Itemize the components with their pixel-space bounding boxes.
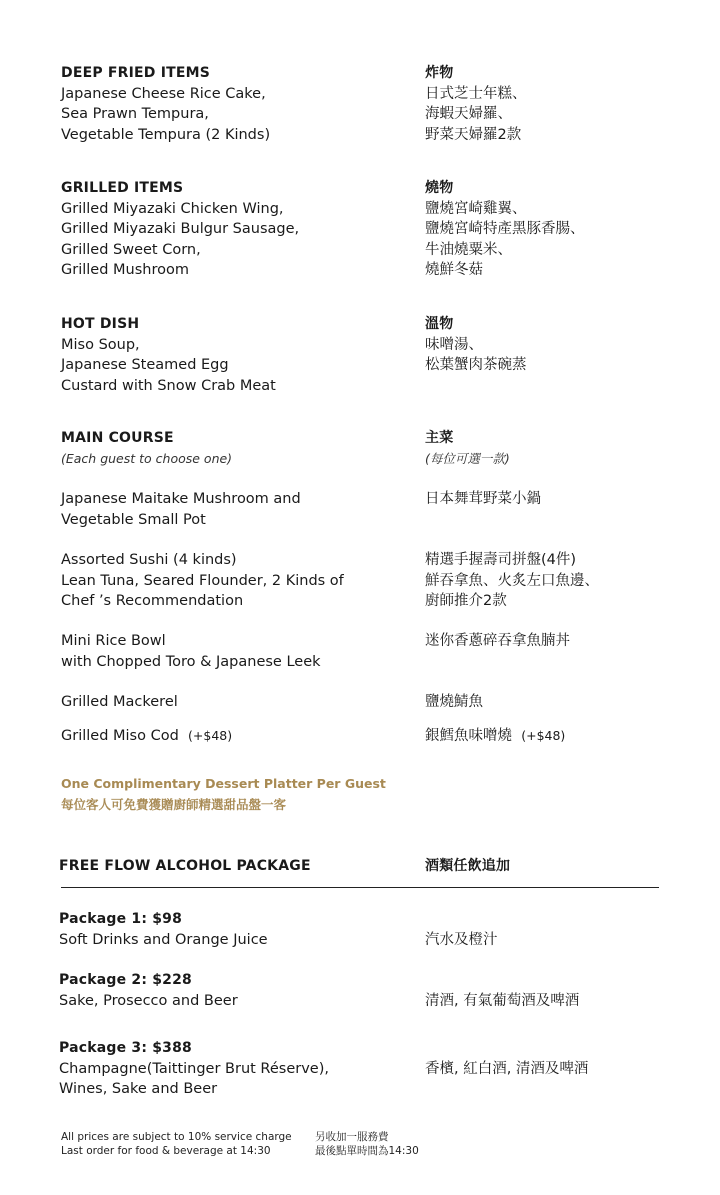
menu-item: Grilled Mushroom [61, 262, 189, 278]
deep-fried-zh [425, 63, 705, 145]
main-course-zh [425, 428, 705, 469]
menu-item-zh: 迷你香蔥碎吞拿魚腩丼 [425, 633, 570, 649]
menu-item-zh: 鮮吞拿魚、火炙左口魚邊、 [425, 572, 599, 589]
menu-item-zh: 銀鱈魚味噌燒 [425, 728, 512, 744]
footer-line-zh: 最後點單時間為14:30 [315, 1145, 419, 1157]
menu-item: Japanese Steamed Egg [61, 357, 229, 373]
main-option-3-zh [425, 631, 705, 652]
main-course-note-zh: (每位可選一款) [425, 450, 510, 466]
main-option-2-zh [425, 550, 705, 612]
footer-zh [315, 1130, 419, 1158]
main-option-4-en [61, 692, 391, 713]
main-option-5-zh [425, 726, 705, 747]
section-title: DEEP FRIED ITEMS [61, 65, 211, 81]
grilled-en [61, 178, 391, 281]
package-desc: Sake, Prosecco and Beer [59, 992, 238, 1009]
main-option-5-en [61, 726, 391, 747]
menu-item: Vegetable Tempura (2 Kinds) [61, 126, 271, 143]
package-name: Package 3: $388 [59, 1040, 192, 1056]
grilled-zh [425, 178, 705, 281]
menu-item-zh: 燒鮮冬菇 [425, 262, 483, 278]
section-title-zh: 燒物 [425, 180, 454, 196]
package-name: Package 2: $228 [59, 972, 192, 988]
package-2 [59, 970, 389, 1011]
section-title: HOT DISH [61, 316, 140, 332]
main-option-1-en [61, 489, 391, 530]
package-3 [59, 1038, 389, 1100]
menu-item-zh: 日本舞茸野菜小鍋 [425, 491, 541, 507]
surcharge-price: (+$48) [188, 728, 233, 743]
footer-en [61, 1130, 292, 1158]
menu-item-zh: 廚師推介2款 [425, 593, 507, 609]
main-option-4-zh [425, 692, 705, 713]
main-course-note: (Each guest to choose one) [61, 450, 233, 466]
section-title-zh: 炸物 [425, 65, 454, 81]
footer-line-zh: 另收加一服務費 [315, 1131, 389, 1143]
menu-item: Japanese Maitake Mushroom and [61, 491, 301, 507]
deep-fried-en [61, 63, 391, 145]
menu-item-zh: 野菜天婦羅2款 [425, 126, 522, 143]
menu-item-zh: 鹽燒鯖魚 [425, 694, 483, 710]
package-name: Package 1: $98 [59, 911, 183, 927]
section-title-zh: 溫物 [425, 316, 454, 332]
menu-item: Grilled Miyazaki Bulgur Sausage, [61, 221, 300, 237]
package-1-zh: 汽水及橙汁 [425, 932, 498, 948]
package-2-zh: 清酒, 有氣葡萄酒及啤酒 [425, 993, 580, 1009]
menu-item: Miso Soup, [61, 336, 140, 353]
alcohol-title: FREE FLOW ALCOHOL PACKAGE [59, 858, 311, 874]
menu-item-zh: 鹽燒宮崎雞翼、 [425, 200, 527, 217]
menu-item-zh: 松葉蟹肉茶碗蒸 [425, 357, 527, 373]
package-desc: Wines, Sake and Beer [59, 1081, 218, 1097]
main-option-1-zh [425, 489, 705, 510]
package-3-zh: 香檳, 紅白酒, 清酒及啤酒 [425, 1061, 589, 1077]
menu-item-zh: 精選手握壽司拼盤(4件) [425, 552, 577, 568]
menu-item: Grilled Sweet Corn, [61, 241, 201, 258]
menu-item-zh: 味噌湯、 [425, 336, 483, 353]
menu-item-zh: 牛油燒粟米、 [425, 241, 512, 258]
menu-item: Assorted Sushi (4 kinds) [61, 552, 237, 568]
hot-dish-en [61, 314, 391, 396]
menu-item: Lean Tuna, Seared Flounder, 2 Kinds of [61, 572, 344, 589]
section-title: MAIN COURSE [61, 430, 174, 446]
menu-item: Grilled Mackerel [61, 694, 178, 710]
dessert-note [61, 774, 661, 815]
dessert-note-zh: 每位客人可免費獲贈廚師精選甜品盤一客 [61, 796, 287, 812]
footer-line: Last order for food & beverage at 14:30 [61, 1145, 271, 1157]
menu-item: Grilled Miso Cod [61, 728, 179, 744]
menu-item-zh: 鹽燒宮崎特產黑豚香腸、 [425, 221, 585, 237]
menu-item: with Chopped Toro & Japanese Leek [61, 653, 321, 670]
main-option-3-en [61, 631, 391, 672]
dessert-note-en: One Complimentary Dessert Platter Per Guest [61, 776, 386, 791]
surcharge-price-zh: (+$48) [521, 728, 566, 743]
alcohol-title-zh: 酒類任飲追加 [425, 858, 511, 874]
package-desc: Champagne(Taittinger Brut Réserve), [59, 1060, 329, 1077]
menu-item: Sea Prawn Tempura, [61, 106, 209, 122]
menu-item-zh: 海蝦天婦羅、 [425, 106, 512, 122]
section-title-zh: 主菜 [425, 430, 454, 446]
main-course-en [61, 428, 391, 469]
hot-dish-zh [425, 314, 705, 376]
menu-item: Chef ’s Recommendation [61, 593, 244, 609]
menu-item: Custard with Snow Crab Meat [61, 377, 276, 394]
menu-item: Mini Rice Bowl [61, 633, 166, 649]
main-option-2-en [61, 550, 391, 612]
menu-item-zh: 日式芝士年糕、 [425, 85, 527, 102]
divider [61, 887, 659, 888]
menu-item: Japanese Cheese Rice Cake, [61, 85, 266, 102]
menu-item: Grilled Miyazaki Chicken Wing, [61, 200, 284, 217]
section-title: GRILLED ITEMS [61, 180, 184, 196]
menu-item: Vegetable Small Pot [61, 511, 206, 528]
package-desc: Soft Drinks and Orange Juice [59, 931, 268, 948]
package-1 [59, 909, 389, 950]
footer-line: All prices are subject to 10% service charge [61, 1131, 292, 1143]
